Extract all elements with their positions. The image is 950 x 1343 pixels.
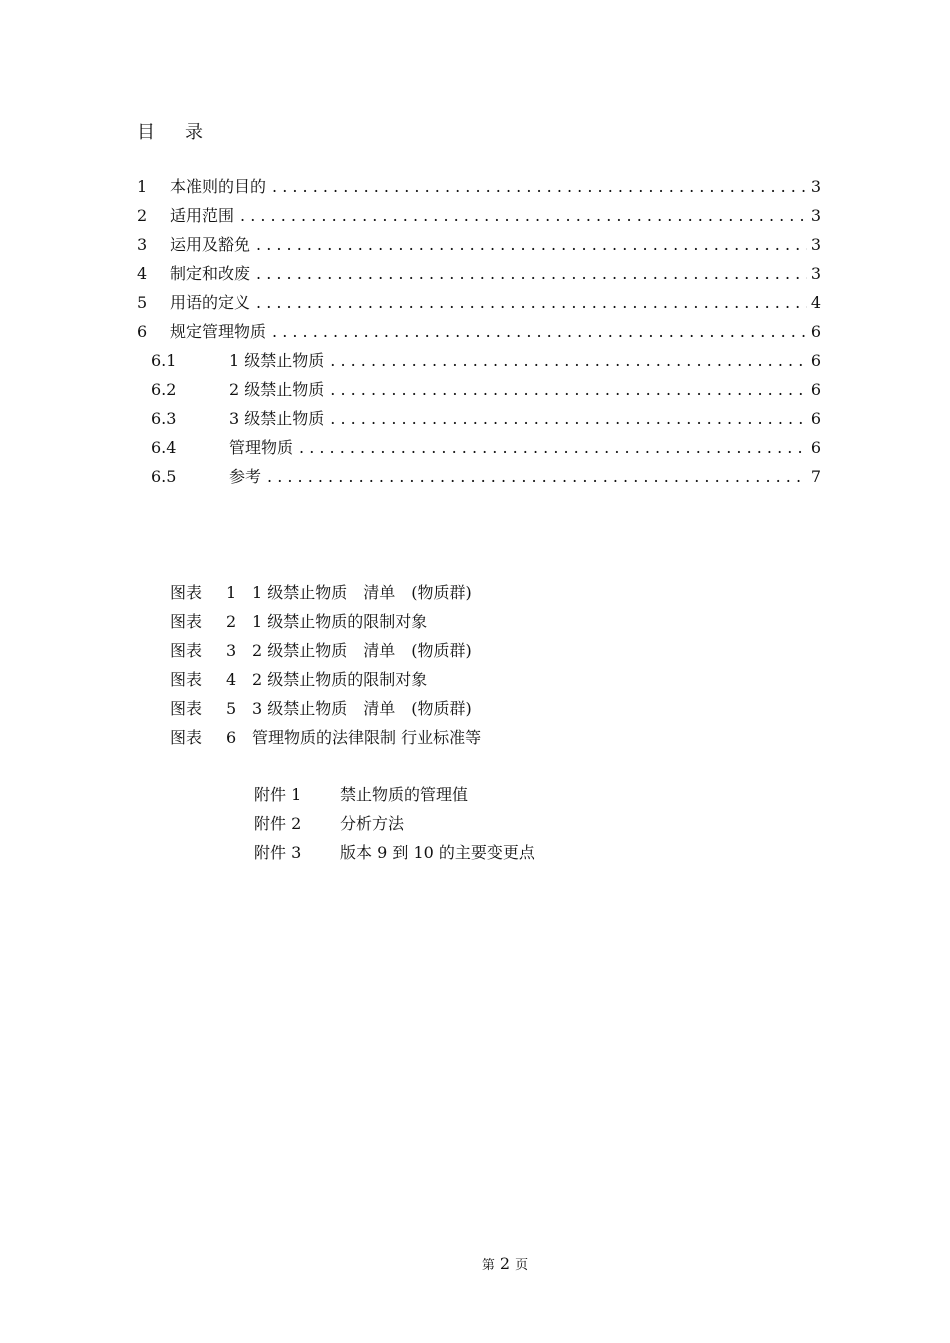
figure-caption: 2 级禁止物质的限制对象 xyxy=(252,670,428,689)
toc-entry-page: 4 xyxy=(810,293,821,312)
toc-leader-dots xyxy=(324,377,807,403)
toc-subentry[interactable] xyxy=(151,464,821,490)
toc-leader-dots xyxy=(261,464,807,490)
toc-leader-dots xyxy=(250,261,807,287)
figure-number: 6 xyxy=(226,728,237,747)
toc-entry-page: 3 xyxy=(810,235,821,254)
footer-suffix: 页 xyxy=(515,1258,529,1273)
figure-number: 4 xyxy=(226,670,237,689)
figure-list-item[interactable] xyxy=(170,667,427,693)
attachment-list-item[interactable] xyxy=(254,811,404,837)
figure-list-item[interactable] xyxy=(170,725,481,751)
page-number: 2 xyxy=(499,1254,511,1273)
toc-entry[interactable] xyxy=(137,319,821,345)
page-footer xyxy=(0,1254,950,1273)
figure-number: 2 xyxy=(226,612,237,631)
toc-entry-page: 3 xyxy=(810,206,821,225)
attachment-title: 分析方法 xyxy=(340,814,405,833)
toc-entry-page: 6 xyxy=(810,409,821,428)
toc-title xyxy=(137,118,203,144)
figure-label: 图表 xyxy=(170,612,203,631)
toc-subentry[interactable] xyxy=(151,348,821,374)
figure-label: 图表 xyxy=(170,728,203,747)
toc-entry-label: 2 级禁止物质 xyxy=(229,380,325,399)
toc-entry-page: 3 xyxy=(810,177,821,196)
toc-entry-label: 运用及豁免 xyxy=(170,235,251,254)
toc-subentry[interactable] xyxy=(151,377,821,403)
toc-entry-page: 6 xyxy=(810,438,821,457)
toc-entry-label: 参考 xyxy=(229,467,262,486)
attachment-label: 附件 2 xyxy=(254,814,302,833)
toc-entry-number: 4 xyxy=(137,264,148,283)
figure-caption: 1 级禁止物质的限制对象 xyxy=(252,612,428,631)
attachment-label: 附件 3 xyxy=(254,843,302,862)
toc-entry-number: 1 xyxy=(137,177,148,196)
figure-list-item[interactable] xyxy=(170,696,472,722)
attachment-title: 禁止物质的管理值 xyxy=(340,785,469,804)
figure-number: 3 xyxy=(226,641,237,660)
figure-caption: 2 级禁止物质 清单 (物质群) xyxy=(252,641,472,660)
toc-title-char-2: 录 xyxy=(185,122,203,143)
toc-entry-label: 用语的定义 xyxy=(170,293,251,312)
toc-leader-dots xyxy=(293,435,807,461)
toc-leader-dots xyxy=(324,406,807,432)
toc-leader-dots xyxy=(234,203,807,229)
figure-list-item[interactable] xyxy=(170,638,472,664)
toc-entry-number: 5 xyxy=(137,293,148,312)
figure-caption: 3 级禁止物质 清单 (物质群) xyxy=(252,699,472,718)
toc-entry-label: 本准则的目的 xyxy=(170,177,267,196)
attachment-list-item[interactable] xyxy=(254,840,535,866)
toc-entry[interactable] xyxy=(137,232,821,258)
figure-label: 图表 xyxy=(170,641,203,660)
attachment-title: 版本 9 到 10 的主要变更点 xyxy=(340,843,535,862)
figure-label: 图表 xyxy=(170,670,203,689)
figure-number: 1 xyxy=(226,583,237,602)
attachment-label: 附件 1 xyxy=(254,785,302,804)
toc-entry-page: 3 xyxy=(810,264,821,283)
toc-entry[interactable] xyxy=(137,290,821,316)
toc-subentry[interactable] xyxy=(151,435,821,461)
toc-entry-number: 6.3 xyxy=(151,409,177,428)
toc-leader-dots xyxy=(266,319,807,345)
toc-entry-number: 6.4 xyxy=(151,438,177,457)
figure-caption: 1 级禁止物质 清单 (物质群) xyxy=(252,583,472,602)
toc-leader-dots xyxy=(250,232,807,258)
figure-caption: 管理物质的法律限制 行业标准等 xyxy=(252,728,482,747)
toc-leader-dots xyxy=(266,174,807,200)
toc-entry-label: 适用范围 xyxy=(170,206,235,225)
toc-subentry[interactable] xyxy=(151,406,821,432)
figure-label: 图表 xyxy=(170,699,203,718)
toc-entry-page: 6 xyxy=(810,322,821,341)
toc-entry-number: 3 xyxy=(137,235,148,254)
toc-entry-label: 制定和改废 xyxy=(170,264,251,283)
toc-entry-page: 6 xyxy=(810,351,821,370)
figure-number: 5 xyxy=(226,699,237,718)
figure-label: 图表 xyxy=(170,583,203,602)
toc-leader-dots xyxy=(324,348,807,374)
toc-leader-dots xyxy=(250,290,807,316)
figure-list-item[interactable] xyxy=(170,609,427,635)
toc-entry-page: 6 xyxy=(810,380,821,399)
toc-entry-page: 7 xyxy=(810,467,821,486)
toc-entry[interactable] xyxy=(137,203,821,229)
toc-entry-label: 3 级禁止物质 xyxy=(229,409,325,428)
toc-entry[interactable] xyxy=(137,174,821,200)
figure-list-item[interactable] xyxy=(170,580,472,606)
toc-entry-number: 2 xyxy=(137,206,148,225)
toc-entry-label: 1 级禁止物质 xyxy=(229,351,325,370)
toc-entry-number: 6.5 xyxy=(151,467,177,486)
toc-title-char-1: 目 xyxy=(137,122,155,143)
toc-entry-number: 6.2 xyxy=(151,380,177,399)
toc-entry-number: 6.1 xyxy=(151,351,177,370)
toc-entry-label: 管理物质 xyxy=(229,438,294,457)
attachment-list-item[interactable] xyxy=(254,782,468,808)
toc-entry-label: 规定管理物质 xyxy=(170,322,267,341)
toc-entry[interactable] xyxy=(137,261,821,287)
footer-prefix: 第 xyxy=(481,1258,495,1273)
toc-entry-number: 6 xyxy=(137,322,148,341)
